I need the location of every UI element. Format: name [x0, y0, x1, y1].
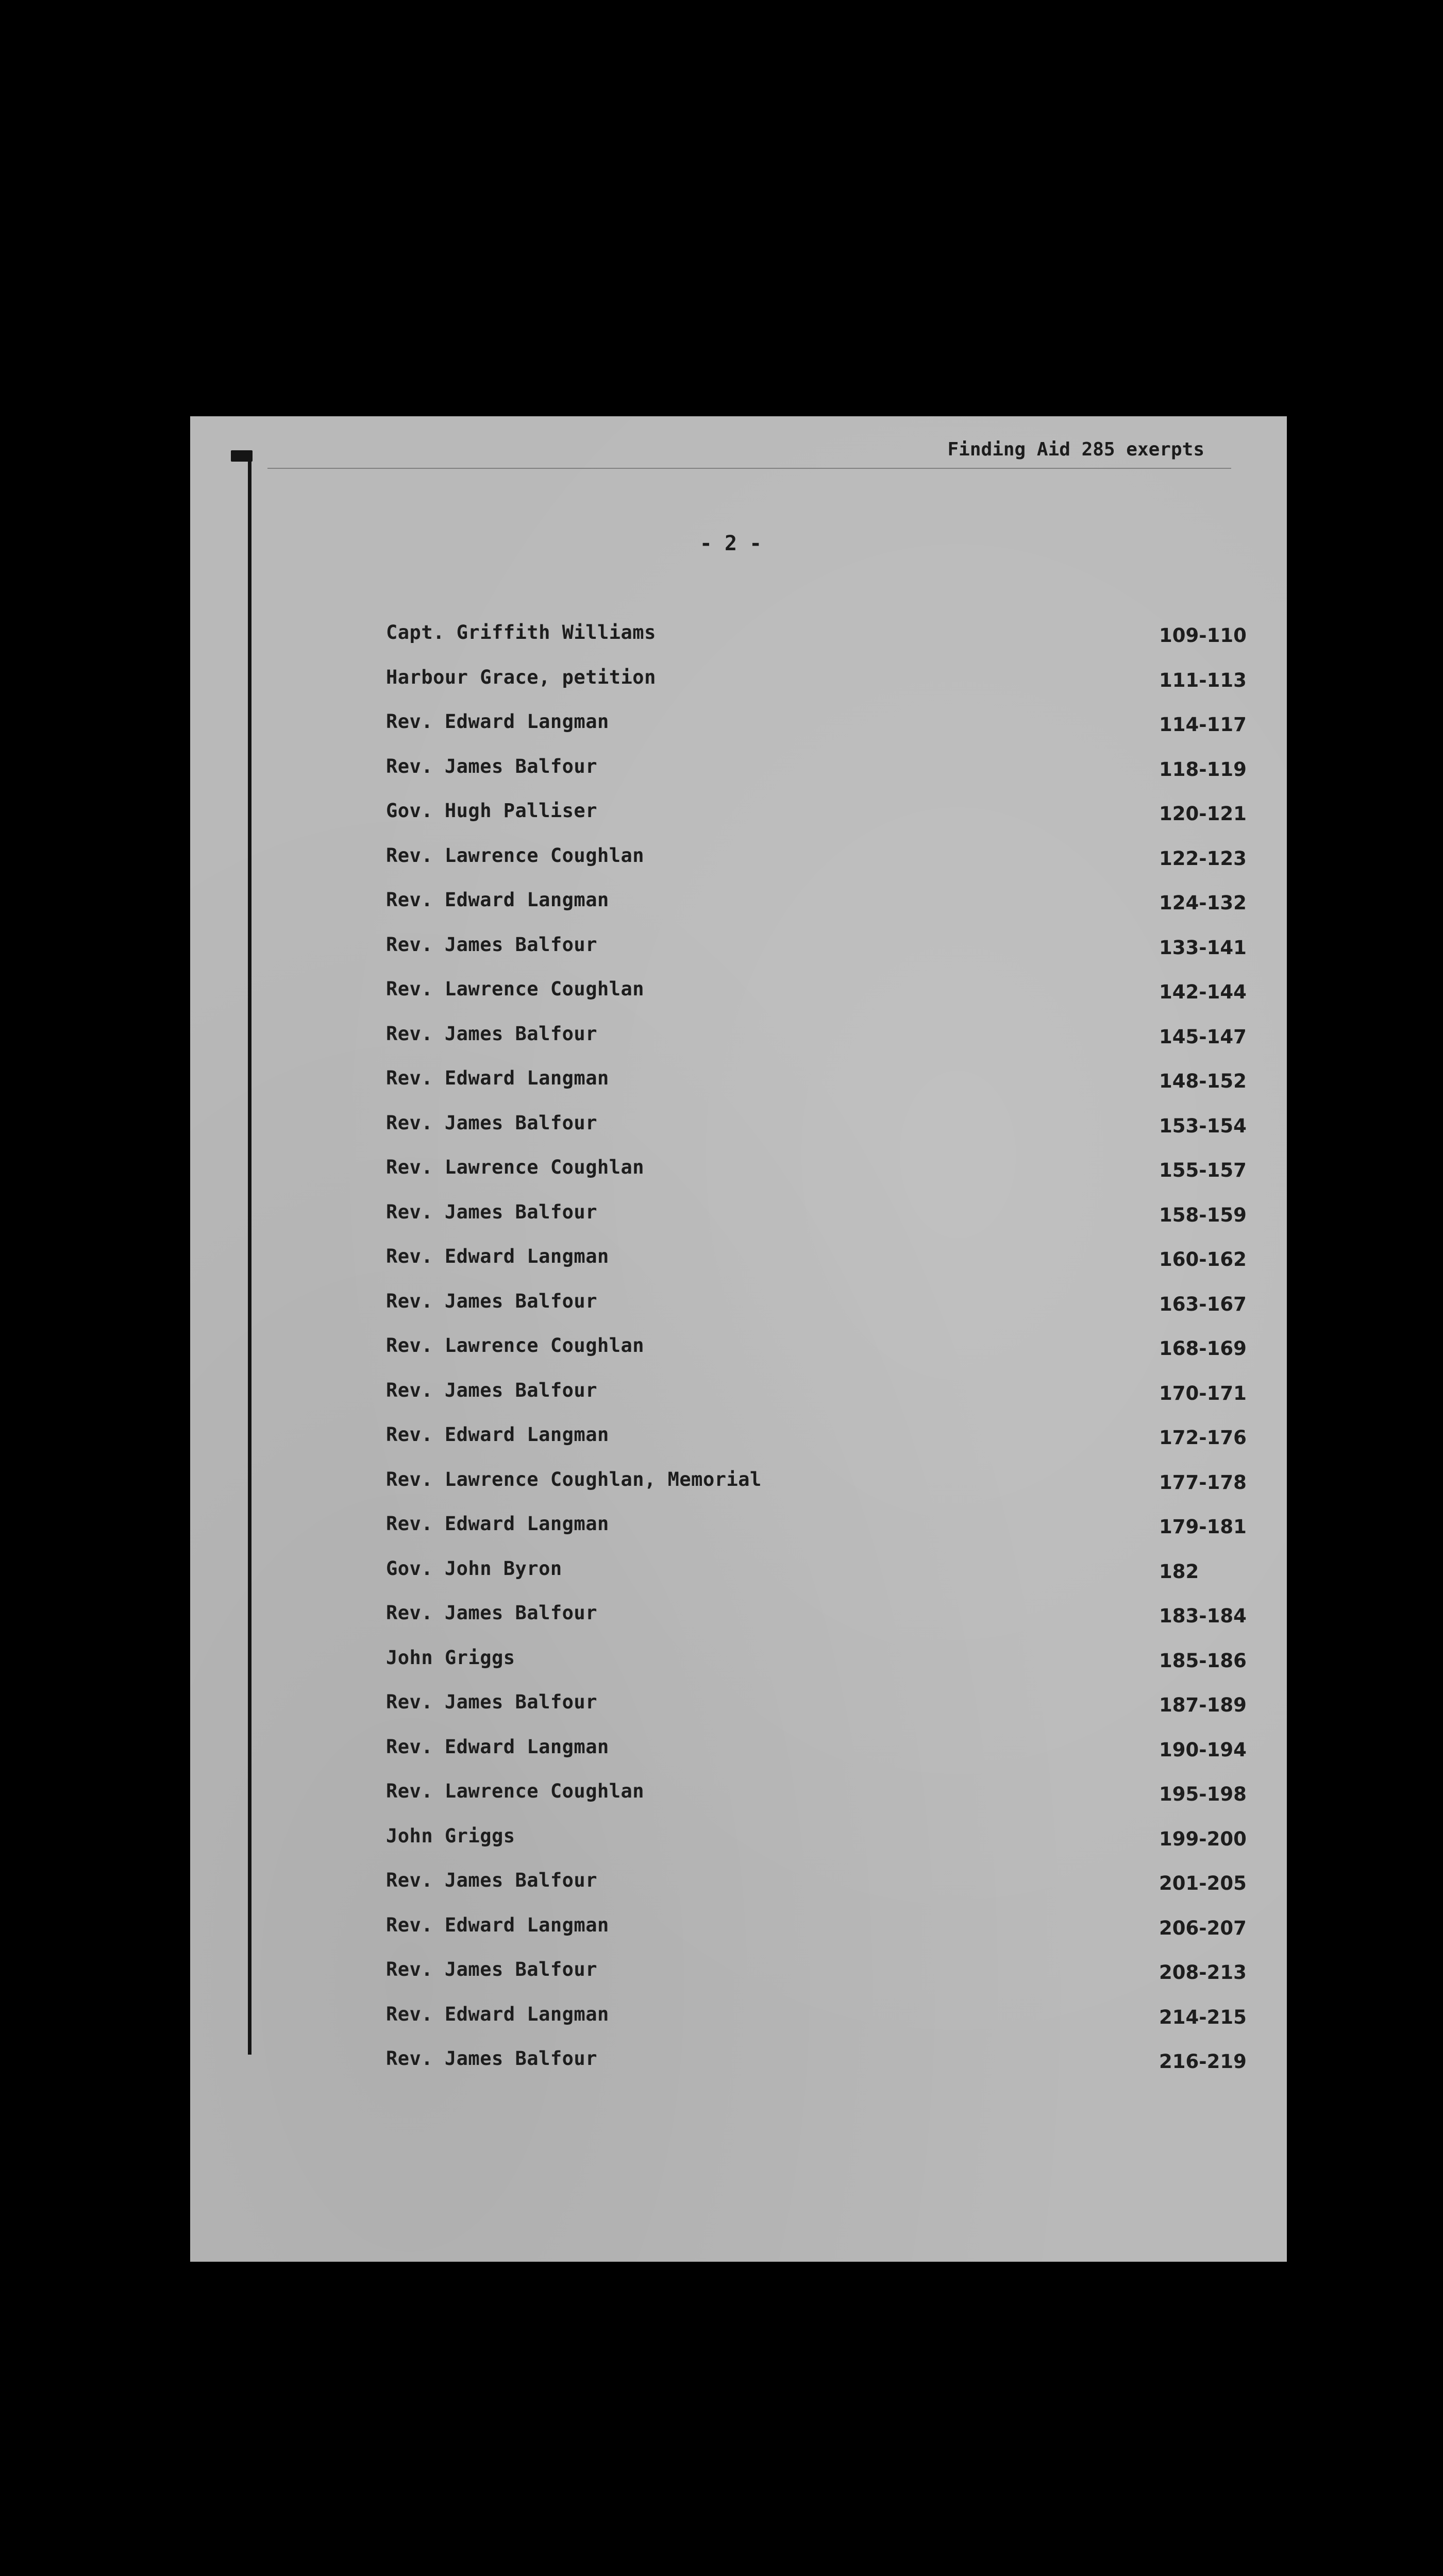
entry-name: Rev. James Balfour: [386, 1379, 597, 1401]
entry-pages: 168-169: [1159, 1337, 1247, 1360]
binder-margin-line: [248, 457, 251, 2055]
entry-list: [386, 621, 1262, 2092]
list-item: [386, 1691, 1262, 1736]
entry-name: Rev. James Balfour: [386, 2047, 597, 2070]
list-item: [386, 1825, 1262, 1870]
entry-name: Rev. Edward Langman: [386, 1067, 609, 1089]
list-item: [386, 2003, 1262, 2048]
entry-pages: 216-219: [1159, 2050, 1247, 2073]
list-item: [386, 2047, 1262, 2092]
entry-name: Rev. Edward Langman: [386, 2003, 609, 2025]
list-item: [386, 1379, 1262, 1424]
list-item: [386, 1290, 1262, 1335]
entry-name: Rev. James Balfour: [386, 1869, 597, 1891]
header-rule: [267, 468, 1231, 469]
entry-name: John Griggs: [386, 1824, 515, 1847]
entry-pages: 118-119: [1159, 758, 1247, 781]
entry-pages: 195-198: [1159, 1783, 1247, 1805]
entry-name: Rev. Edward Langman: [386, 710, 609, 733]
entry-name: Rev. James Balfour: [386, 1958, 597, 1980]
entry-pages: 109-110: [1159, 624, 1247, 647]
entry-name: Rev. Lawrence Coughlan: [386, 978, 645, 1000]
entry-pages: 177-178: [1159, 1471, 1247, 1494]
list-item: [386, 800, 1262, 844]
list-item: [386, 1468, 1262, 1513]
entry-pages: 172-176: [1159, 1427, 1247, 1449]
entry-name: Rev. James Balfour: [386, 933, 597, 956]
list-item: [386, 1067, 1262, 1112]
entry-name: Rev. Edward Langman: [386, 889, 609, 911]
entry-name: Rev. Edward Langman: [386, 1735, 609, 1758]
list-item: [386, 1201, 1262, 1246]
entry-pages: 114-117: [1159, 714, 1247, 736]
list-item: [386, 1647, 1262, 1691]
entry-pages: 122-123: [1159, 847, 1247, 870]
list-item: [386, 934, 1262, 978]
entry-pages: 142-144: [1159, 981, 1247, 1003]
entry-name: Gov. Hugh Palliser: [386, 800, 597, 822]
page-number: - 2 -: [699, 532, 762, 555]
entry-name: Rev. James Balfour: [386, 755, 597, 777]
entry-name: Rev. James Balfour: [386, 1022, 597, 1045]
list-item: [386, 710, 1262, 755]
list-item: [386, 666, 1262, 711]
entry-name: John Griggs: [386, 1646, 515, 1669]
entry-pages: 163-167: [1159, 1293, 1247, 1315]
list-item: [386, 1423, 1262, 1468]
entry-pages: 185-186: [1159, 1649, 1247, 1672]
list-item: [386, 978, 1262, 1023]
entry-pages: 187-189: [1159, 1694, 1247, 1716]
entry-name: Rev. Lawrence Coughlan: [386, 1334, 645, 1357]
list-item: [386, 755, 1262, 800]
entry-name: Rev. James Balfour: [386, 1290, 597, 1312]
list-item: [386, 1245, 1262, 1290]
list-item: [386, 1156, 1262, 1201]
entry-pages: 111-113: [1159, 669, 1247, 691]
entry-pages: 155-157: [1159, 1159, 1247, 1181]
list-item: [386, 1112, 1262, 1157]
entry-pages: 153-154: [1159, 1114, 1247, 1137]
entry-pages: 190-194: [1159, 1738, 1247, 1761]
entry-name: Rev. Edward Langman: [386, 1423, 609, 1446]
entry-name: Rev. James Balfour: [386, 1602, 597, 1624]
list-item: [386, 1513, 1262, 1557]
entry-name: Rev. Lawrence Coughlan, Memorial: [386, 1468, 762, 1490]
entry-pages: 214-215: [1159, 2006, 1247, 2028]
entry-name: Rev. Edward Langman: [386, 1245, 609, 1267]
entry-name: Rev. Lawrence Coughlan: [386, 1780, 645, 1802]
entry-name: Rev. Lawrence Coughlan: [386, 844, 645, 867]
entry-pages: 160-162: [1159, 1248, 1247, 1270]
entry-pages: 158-159: [1159, 1204, 1247, 1226]
list-item: [386, 1736, 1262, 1781]
list-item: [386, 844, 1262, 889]
entry-pages: 170-171: [1159, 1382, 1247, 1404]
list-item: [386, 889, 1262, 934]
document-header: Finding Aid 285 exerpts: [947, 439, 1204, 460]
list-item: [386, 1023, 1262, 1067]
entry-name: Rev. James Balfour: [386, 1691, 597, 1713]
entry-pages: 182: [1159, 1560, 1199, 1583]
entry-pages: 206-207: [1159, 1917, 1247, 1939]
entry-name: Gov. John Byron: [386, 1557, 562, 1580]
entry-name: Rev. Edward Langman: [386, 1913, 609, 1936]
list-item: [386, 1780, 1262, 1825]
entry-pages: 179-181: [1159, 1516, 1247, 1538]
entry-pages: 145-147: [1159, 1025, 1247, 1048]
entry-pages: 201-205: [1159, 1872, 1247, 1894]
list-item: [386, 1334, 1262, 1379]
list-item: [386, 621, 1262, 666]
entry-name: Rev. James Balfour: [386, 1200, 597, 1223]
entry-name: Capt. Griffith Williams: [386, 621, 656, 643]
entry-name: Rev. Edward Langman: [386, 1513, 609, 1535]
entry-pages: 133-141: [1159, 936, 1247, 959]
entry-name: Harbour Grace, petition: [386, 666, 656, 688]
entry-pages: 199-200: [1159, 1827, 1247, 1850]
entry-name: Rev. Lawrence Coughlan: [386, 1156, 645, 1178]
list-item: [386, 1557, 1262, 1602]
list-item: [386, 1869, 1262, 1914]
entry-name: Rev. James Balfour: [386, 1111, 597, 1134]
entry-pages: 120-121: [1159, 803, 1247, 825]
entry-pages: 148-152: [1159, 1070, 1247, 1092]
entry-pages: 208-213: [1159, 1961, 1247, 1984]
list-item: [386, 1914, 1262, 1959]
entry-pages: 183-184: [1159, 1605, 1247, 1627]
document-page: [190, 416, 1287, 2262]
list-item: [386, 1958, 1262, 2003]
entry-pages: 124-132: [1159, 892, 1247, 914]
list-item: [386, 1602, 1262, 1647]
